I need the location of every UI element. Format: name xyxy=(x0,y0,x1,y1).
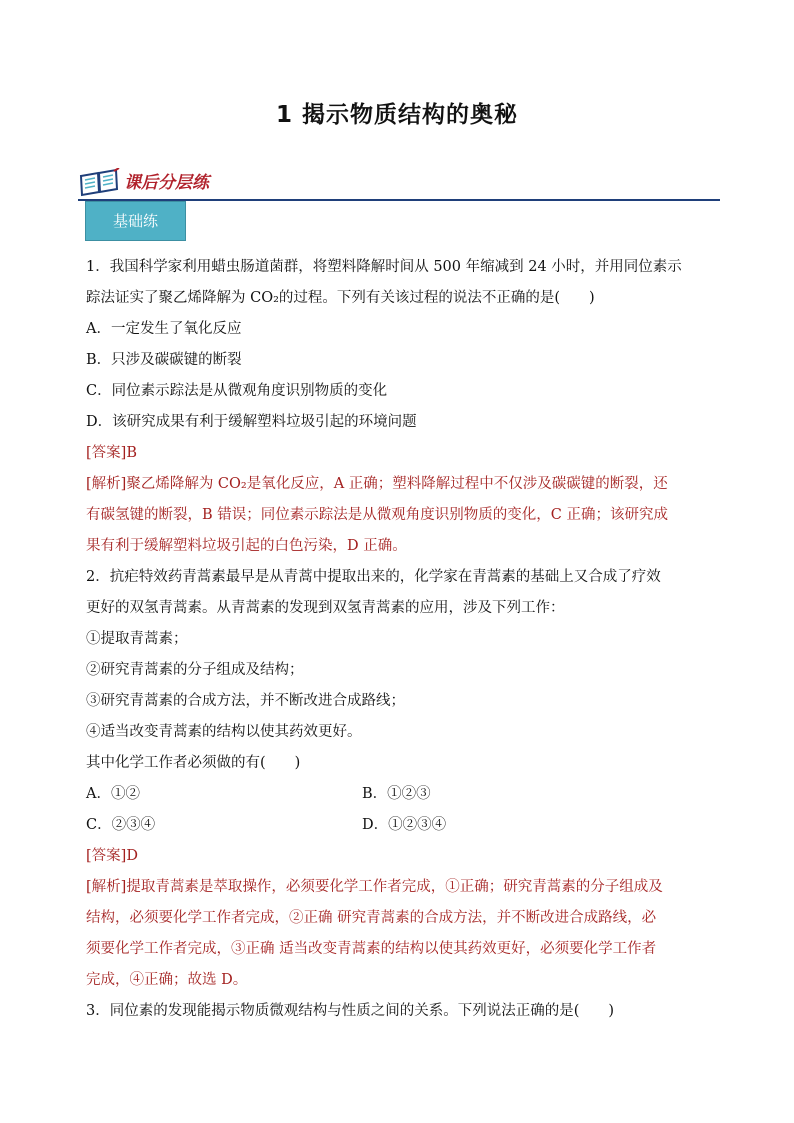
page-title: 1 揭示物质结构的奥秘 xyxy=(275,102,518,128)
question-content xyxy=(86,252,724,1027)
q2-step-2: ②研究青蒿素的分子组成及结构； xyxy=(86,662,304,678)
section-header xyxy=(78,164,720,204)
q2-option-c: C．②③④ xyxy=(86,817,156,833)
q2-analysis-line4: 完成，④正确；故选 D。 xyxy=(86,972,248,988)
q1-analysis-line2: 有碳氢键的断裂，B 错误；同位素示踪法是从微观角度识别物质的变化，C 正确；该研究成 xyxy=(86,507,668,523)
q2-analysis-line3: 须要化学工作者完成，③正确 适当改变青蒿素的结构以使其药效更好，必须要化学工作者 xyxy=(86,941,657,957)
q1-option-c: C．同位素示踪法是从微观角度识别物质的变化 xyxy=(86,383,388,399)
q2-step-4: ④适当改变青蒿素的结构以使其药效更好。 xyxy=(86,724,362,740)
q1-answer: [答案]B xyxy=(86,445,137,461)
q2-option-a: A．①② xyxy=(86,786,140,802)
level-badge: 基础练 xyxy=(85,201,186,241)
q2-analysis-line1: [解析]提取青蒿素是萃取操作，必须要化学工作者完成，①正确；研究青蒿素的分子组成及 xyxy=(86,879,663,895)
q1-option-b: B．只涉及碳碳键的断裂 xyxy=(86,352,242,368)
q2-stem-line1: 2．抗疟特效药青蒿素最早是从青蒿中提取出来的，化学家在青蒿素的基础上又合成了疗效 xyxy=(86,569,661,585)
q2-options-row2 xyxy=(86,810,724,841)
q2-stem-line2: 更好的双氢青蒿素。从青蒿素的发现到双氢青蒿素的应用，涉及下列工作： xyxy=(86,600,565,616)
q1-stem-line2: 踪法证实了聚乙烯降解为 CO₂的过程。下列有关该过程的说法不正确的是( ) xyxy=(86,290,595,306)
q2-options-row1 xyxy=(86,779,724,810)
q2-answer: [答案]D xyxy=(86,848,138,864)
q2-option-d: D．①②③④ xyxy=(362,817,447,833)
q2-question: 其中化学工作者必须做的有( ) xyxy=(86,755,301,771)
q1-option-d: D．该研究成果有利于缓解塑料垃圾引起的环境问题 xyxy=(86,414,417,430)
book-icon xyxy=(78,168,120,198)
q2-analysis-line2: 结构，必须要化学工作者完成，②正确 研究青蒿素的合成方法，并不断改进合成路线，必 xyxy=(86,910,657,926)
q2-option-b: B．①②③ xyxy=(362,786,431,802)
q2-step-1: ①提取青蒿素； xyxy=(86,631,188,647)
q2-step-3: ③研究青蒿素的合成方法，并不断改进合成路线； xyxy=(86,693,405,709)
section-title: 课后分层练 xyxy=(124,173,209,193)
q3-stem-line1: 3．同位素的发现能揭示物质微观结构与性质之间的关系。下列说法正确的是( ) xyxy=(86,1003,615,1019)
q1-stem-line1: 1．我国科学家利用蜡虫肠道菌群，将塑料降解时间从 500 年缩减到 24 小时，并用同位素示 xyxy=(86,259,682,275)
q1-option-a: A．一定发生了氧化反应 xyxy=(86,321,242,337)
q1-analysis-line1: [解析]聚乙烯降解为 CO₂是氧化反应，A 正确；塑料降解过程中不仅涉及碳碳键的断裂，还 xyxy=(86,476,668,492)
q1-analysis-line3: 果有利于缓解塑料垃圾引起的白色污染，D 正确。 xyxy=(86,538,407,554)
